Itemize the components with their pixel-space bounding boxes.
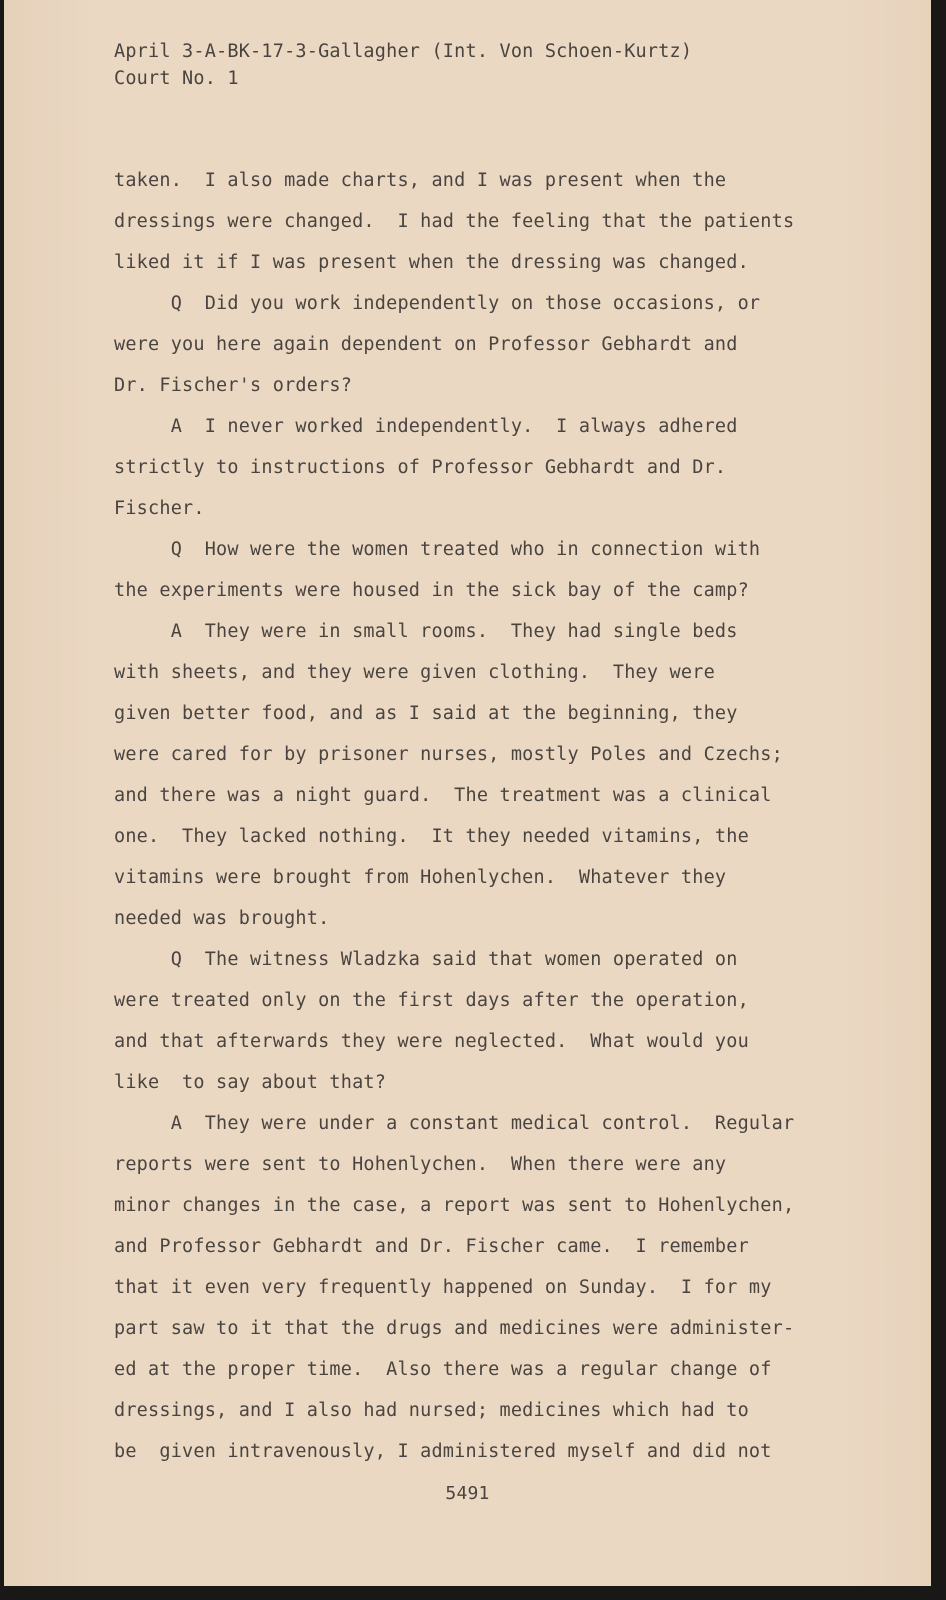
text-line: Q How were the women treated who in connection with [114,539,761,560]
text-line: minor changes in the case, a report was sent to Hohenlychen, [114,1195,795,1216]
text-line: like to say about that? [114,1072,387,1093]
text-line: were you here again dependent on Professor Gebhardt and [114,334,738,355]
text-line: that it even very frequently happened on Sunday. I for my [114,1277,772,1298]
header-line-2: Court No. 1 [114,68,239,89]
transcript-body [114,160,844,1472]
text-line: were cared for by prisoner nurses, mostly Poles and Czechs; [114,744,783,765]
text-line: reports were sent to Hohenlychen. When there were any [114,1154,727,1175]
text-line: be given intravenously, I administered myself and did not [114,1441,772,1462]
text-line: one. They lacked nothing. It they needed vitamins, the [114,826,749,847]
text-line: liked it if I was present when the dressing was changed. [114,252,749,273]
text-line: ed at the proper time. Also there was a regular change of [114,1359,772,1380]
text-line: dressings were changed. I had the feeling that the patients [114,211,795,232]
text-line: and that afterwards they were neglected. What would you [114,1031,749,1052]
text-line: A They were under a constant medical control. Regular [114,1113,795,1134]
text-line: Q The witness Wladzka said that women operated on [114,949,738,970]
header-line-1: April 3-A-BK-17-3-Gallagher (Int. Von Schoen-Kurtz) [114,41,693,62]
text-line: given better food, and as I said at the beginning, they [114,703,738,724]
text-line: A I never worked independently. I always adhered [114,416,738,437]
text-line: with sheets, and they were given clothing. They were [114,662,715,683]
text-line: A They were in small rooms. They had single beds [114,621,738,642]
text-line: part saw to it that the drugs and medicines were administer- [114,1318,795,1339]
text-line: the experiments were housed in the sick bay of the camp? [114,580,749,601]
text-line: taken. I also made charts, and I was present when the [114,170,727,191]
text-line: and Professor Gebhardt and Dr. Fischer came. I remember [114,1236,749,1257]
page-number: 5491 [445,1483,490,1504]
text-line: Fischer. [114,498,205,519]
text-line: and there was a night guard. The treatment was a clinical [114,785,772,806]
document-page [4,0,931,1586]
text-line: dressings, and I also had nursed; medicines which had to [114,1400,749,1421]
text-line: Q Did you work independently on those occasions, or [114,293,761,314]
text-line: vitamins were brought from Hohenlychen. Whatever they [114,867,727,888]
text-line: Dr. Fischer's orders? [114,375,353,396]
document-header [114,38,692,92]
text-line: needed was brought. [114,908,330,929]
text-line: were treated only on the first days after the operation, [114,990,749,1011]
text-line: strictly to instructions of Professor Gebhardt and Dr. [114,457,727,478]
